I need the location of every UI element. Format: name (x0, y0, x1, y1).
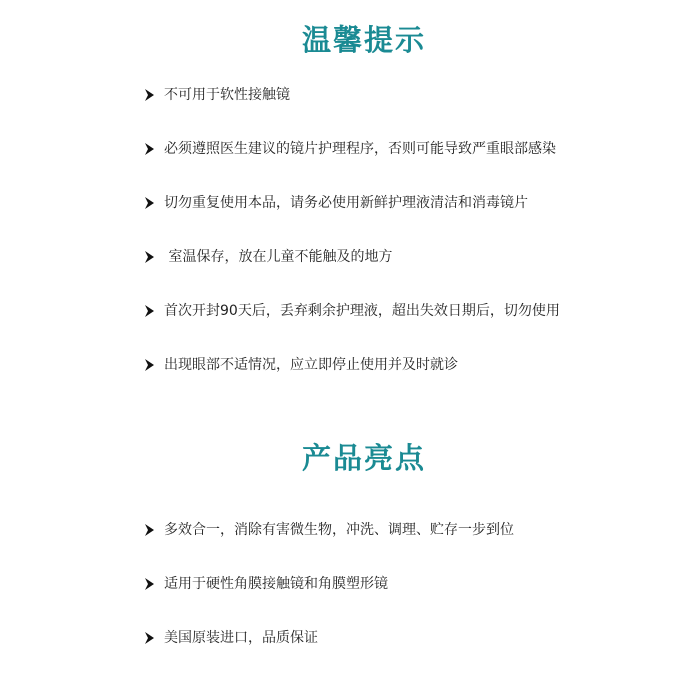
arrow-bullet-icon (144, 88, 156, 102)
arrow-bullet-icon (144, 196, 156, 210)
highlights-item-text: 美国原装进口，品质保证 (164, 630, 318, 646)
arrow-bullet-icon (144, 304, 156, 318)
tips-list-item (144, 139, 560, 159)
tips-heading: 温馨提示 (301, 23, 426, 57)
highlights-list (144, 520, 514, 682)
tips-list-item (144, 85, 560, 105)
arrow-bullet-icon (144, 358, 156, 372)
highlights-item-text: 适用于硬性角膜接触镜和角膜塑形镜 (164, 576, 388, 592)
tips-item-text: 室温保存，放在儿童不能触及的地方 (164, 249, 393, 265)
tips-item-text: 出现眼部不适情况，应立即停止使用并及时就诊 (164, 357, 458, 373)
tips-list-item (144, 301, 560, 321)
highlights-heading: 产品亮点 (301, 441, 426, 475)
arrow-bullet-icon (144, 523, 156, 537)
tips-item-text: 首次开封90天后，丢弃剩余护理液，超出失效日期后，切勿使用 (164, 303, 560, 319)
tips-item-text: 切勿重复使用本品，请务必使用新鲜护理液清洁和消毒镜片 (164, 195, 528, 211)
tips-item-text: 必须遵照医生建议的镜片护理程序，否则可能导致严重眼部感染 (164, 141, 556, 157)
arrow-bullet-icon (144, 250, 156, 264)
tips-list-item (144, 247, 560, 267)
highlights-list-item (144, 628, 514, 648)
tips-list-item (144, 193, 560, 213)
arrow-bullet-icon (144, 577, 156, 591)
tips-list-item (144, 355, 560, 375)
tips-item-text: 不可用于软性接触镜 (164, 87, 290, 103)
arrow-bullet-icon (144, 142, 156, 156)
highlights-list-item (144, 520, 514, 540)
arrow-bullet-icon (144, 631, 156, 645)
tips-list (144, 85, 560, 409)
highlights-list-item (144, 574, 514, 594)
highlights-item-text: 多效合一，消除有害微生物，冲洗、调理、贮存一步到位 (164, 522, 514, 538)
